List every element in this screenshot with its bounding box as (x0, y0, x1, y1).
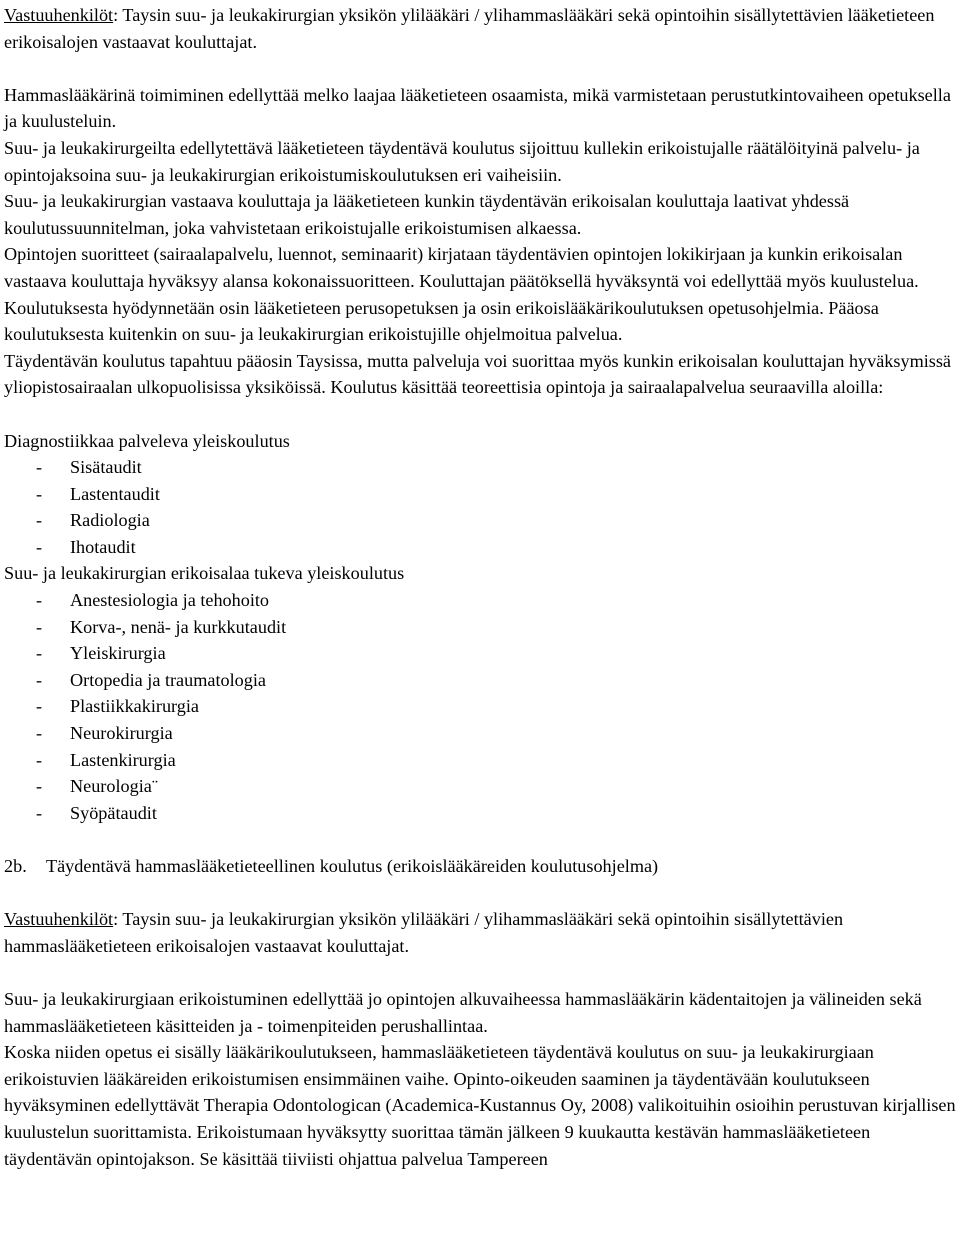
list-item-label: Plastiikkakirurgia (70, 696, 199, 717)
list-dash: - (36, 510, 43, 531)
list-item (4, 747, 956, 774)
supporting-specialties-list (4, 587, 956, 826)
paragraph-gap (4, 959, 956, 986)
responsible-persons-paragraph (4, 2, 956, 55)
list-item-label: Anestesiologia ja tehohoito (70, 590, 270, 611)
list-dash: - (36, 776, 43, 797)
list-item-label: Syöpätaudit (70, 802, 157, 823)
paragraph-gap (4, 401, 956, 428)
list-item-label: Neurokirurgia (70, 723, 173, 744)
section-number: 2b. (4, 856, 27, 876)
list-dash: - (36, 723, 43, 744)
list-dash: - (36, 536, 43, 557)
paragraph-dental-training: Koska niiden opetus ei sisälly lääkärikoulutukseen, hammaslääketieteen täydentävä koulutus on suu- ja leukakirurgiaan erikoistuvien lääkäreiden erikoistumisen ensimmäinen vaihe. Opinto-oikeuden saaminen ja täydentävään koulutukseen hyväksyminen edellyttävät Therapia Odontologican (Academica-Kustannus Oy, 2008) valikoituihin osioihin perustuvan kirjallisen kuulustelun suorittamista. Erikoistumaan hyväksytty suorittaa tämän jälkeen 9 kuukautta kestävän hammaslääketieteen täydentävän opintojakson. Se käsittää tiiviisti ohjattua palvelua Tampereen (4, 1042, 956, 1169)
responsible-persons-text: : Taysin suu- ja leukakirurgian yksikön ylilääkäri / ylihammaslääkäri sekä opintoihin sisällytettävien hammaslääketieteen erikoisalojen vastaavat kouluttajat. (4, 909, 844, 956)
list-item-label: Lastenkirurgia (70, 749, 176, 770)
section-title: Täydentävä hammaslääketieteellinen koulutus (erikoislääkäreiden koulutusohjelma) (46, 856, 659, 876)
paragraph-dentist-competence: Hammaslääkärinä toimiminen edellyttää melko laajaa lääketieteen osaamista, mikä varmistetaan perustutkintovaiheen opetuksella ja kuulusteluin. (4, 84, 951, 132)
list-item (4, 773, 956, 800)
paragraph-supplementary-training: Suu- ja leukakirurgeilta edellytettävä lääketieteen täydentävä koulutus sijoittuu kullekin erikoistujalle räätälöityinä palvelu- ja opintojaksoina suu- ja leukakirurgian erikoistumiskoulutuksen eri vaiheisiin. (4, 137, 920, 185)
list-dash: - (36, 669, 43, 690)
list-item (4, 614, 956, 641)
list-title-diagnostics: Diagnostiikkaa palveleva yleiskoulutus (4, 430, 290, 451)
list-item (4, 507, 956, 534)
list-item-label: Lastentaudit (70, 483, 160, 504)
paragraph-training-plan: Suu- ja leukakirurgian vastaava kouluttaja ja lääketieteen kunkin täydentävän erikoisalan kouluttaja laativat yhdessä koulutussuunnitelman, joka vahvistetaan erikoistujalle erikoistumisen alkaessa. (4, 191, 850, 238)
responsible-persons-text: : Taysin suu- ja leukakirurgian yksikön ylilääkäri / ylihammaslääkäri sekä opintoihin sisällytettävien lääketieteen erikoisalojen vastaavat kouluttajat. (4, 5, 935, 52)
list-item-label: Korva-, nenä- ja kurkkutaudit (70, 616, 287, 637)
paragraph-gap (4, 826, 956, 853)
list-item-label: Yleiskirurgia (70, 643, 166, 664)
document-page (4, 2, 956, 1172)
list-item (4, 720, 956, 747)
diagnostics-list (4, 454, 956, 560)
paragraph-gap (4, 55, 956, 82)
responsible-persons-label: Vastuuhenkilöt (4, 5, 114, 25)
list-dash: - (36, 802, 43, 823)
list-item (4, 693, 956, 720)
list-item (4, 454, 956, 481)
list-dash: - (36, 457, 43, 478)
list-item-label: Sisätaudit (70, 457, 142, 478)
list-dash: - (36, 483, 43, 504)
list-item-label: Ihotaudit (70, 536, 136, 557)
paragraph-training-location: Täydentävän koulutus tapahtuu pääosin Taysissa, mutta palveluja voi suorittaa myös kunkin erikoisalan kouluttajan hyväksymissä yliopistosairaalan ulkopuolisissa yksiköissä. Koulutus käsittää teoreettisia opintoja ja sairaalapalvelua seuraavilla aloilla: (4, 350, 951, 398)
responsible-persons-paragraph-2 (4, 906, 956, 959)
list-item (4, 667, 956, 694)
list-item-label: Neurologia¨ (70, 776, 158, 797)
list-dash: - (36, 616, 43, 637)
paragraph-study-records: Opintojen suoritteet (sairaalapalvelu, luennot, seminaarit) kirjataan täydentävien opintojen lokikirjaan ja kunkin erikoisalan vastaava kouluttaja hyväksyy alansa kokonaissuoritteen. Kouluttajan päätöksellä hyväksyntä voi edellyttää myös kuulustelua. Koulutuksesta hyödynnetään osin lääketieteen perusopetuksen ja osin erikoislääkärikoulutuksen opetusohjelmia. Pääosa koulutuksesta kuitenkin on suu- ja leukakirurgian erikoistujille ohjelmoitua palvelua. (4, 244, 919, 345)
paragraph-dental-skills: Suu- ja leukakirurgiaan erikoistuminen edellyttää jo opintojen alkuvaiheessa hammaslääkärin kädentaitojen ja välineiden sekä hammaslääketieteen käsitteiden ja - toimenpiteiden perushallintaa. (4, 988, 922, 1036)
list-item-label: Radiologia (70, 510, 150, 531)
list-dash: - (36, 749, 43, 770)
list-title-supporting: Suu- ja leukakirurgian erikoisalaa tukeva yleiskoulutus (4, 563, 405, 584)
list-dash: - (36, 590, 43, 611)
list-item (4, 587, 956, 614)
list-dash: - (36, 696, 43, 717)
list-item (4, 534, 956, 561)
list-item (4, 800, 956, 827)
list-item (4, 481, 956, 508)
paragraph-gap (4, 880, 956, 907)
list-item-label: Ortopedia ja traumatologia (70, 669, 266, 690)
list-dash: - (36, 643, 43, 664)
list-item (4, 640, 956, 667)
responsible-persons-label: Vastuuhenkilöt (4, 909, 114, 930)
section-heading (4, 853, 956, 880)
